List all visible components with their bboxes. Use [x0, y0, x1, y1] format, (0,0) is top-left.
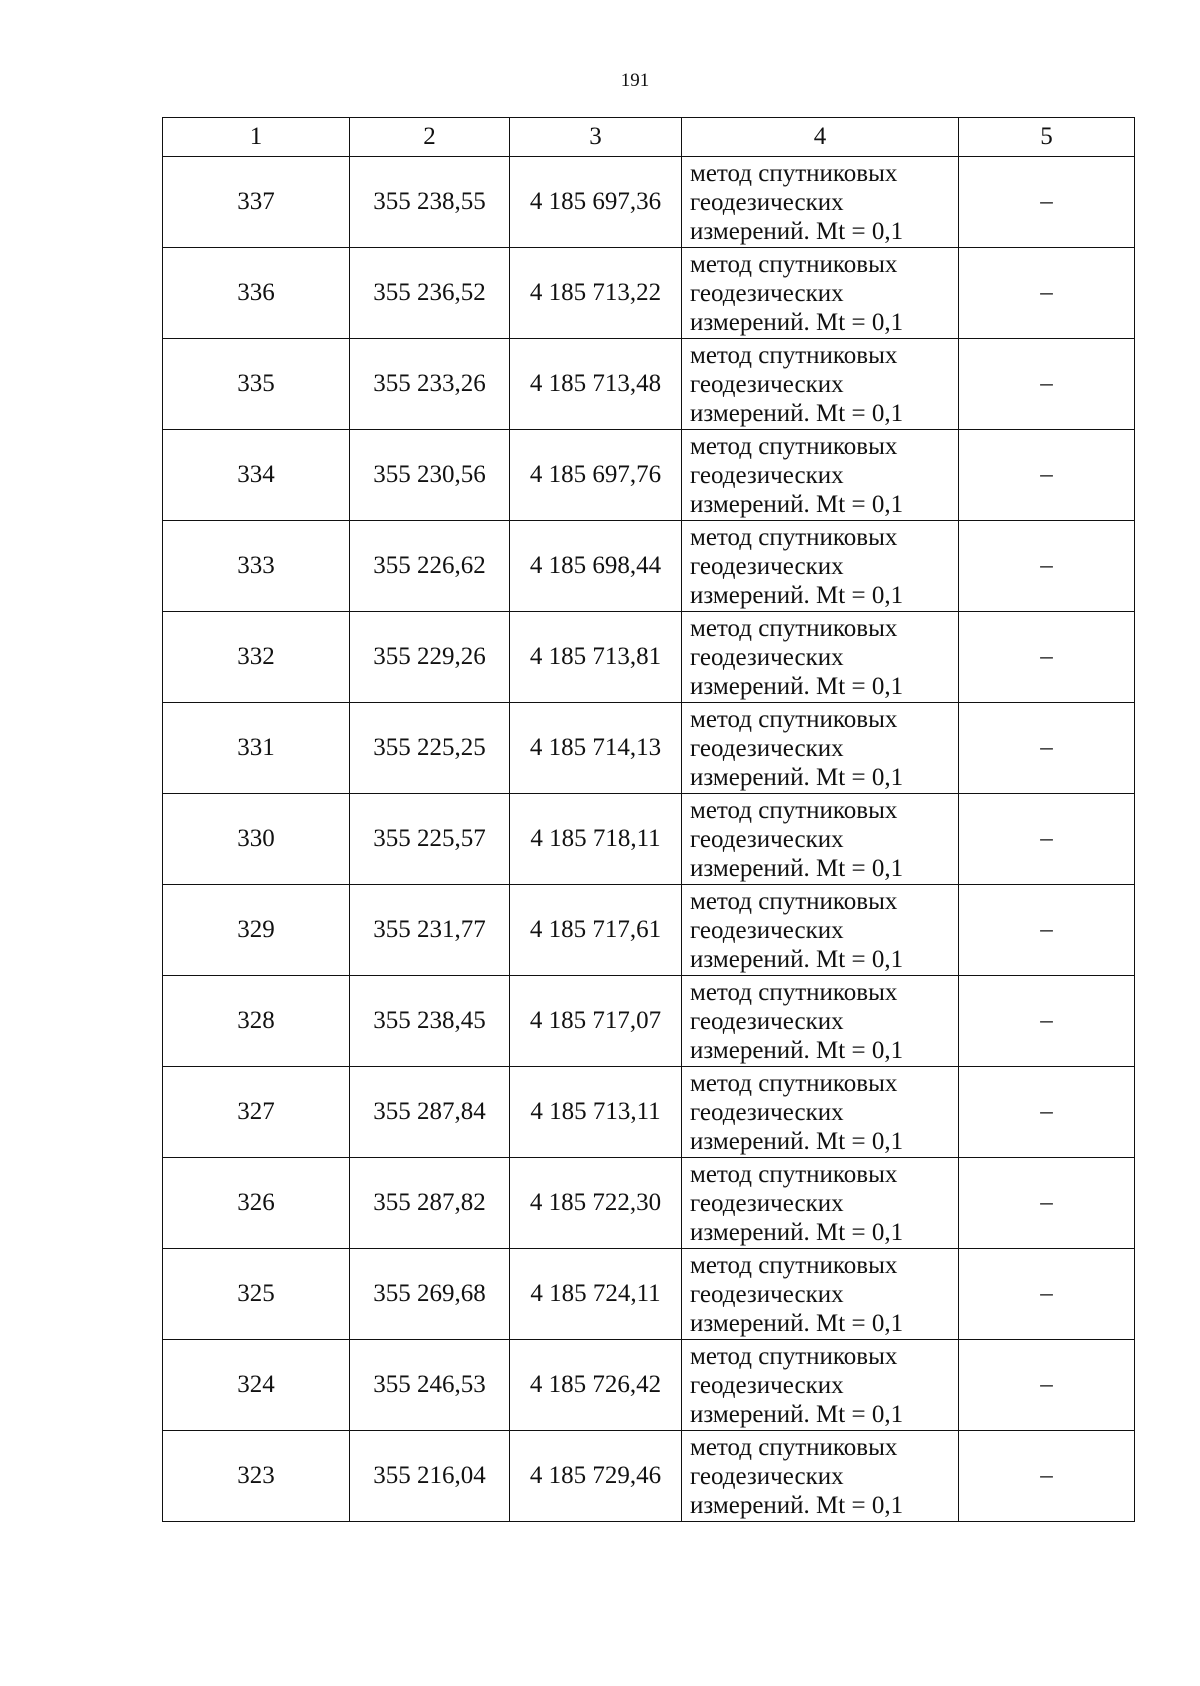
method-line: геодезических — [690, 734, 844, 762]
x-coordinate-cell: 355 216,04 — [350, 1431, 510, 1522]
table-row — [163, 339, 1135, 430]
method-line: метод спутниковых — [690, 1433, 898, 1461]
x-coordinate-cell: 355 233,26 — [350, 339, 510, 430]
note-cell: – — [959, 612, 1135, 703]
table-row — [163, 1431, 1135, 1522]
point-number-cell: 331 — [163, 703, 350, 794]
note-cell: – — [959, 521, 1135, 612]
method-line: геодезических — [690, 643, 844, 671]
header-cell-4: 4 — [682, 118, 959, 157]
method-line: геодезических — [690, 1189, 844, 1217]
point-number-cell: 327 — [163, 1067, 350, 1158]
method-line: метод спутниковых — [690, 250, 898, 278]
method-cell — [682, 612, 959, 703]
method-line: геодезических — [690, 1280, 844, 1308]
y-coordinate-cell: 4 185 713,81 — [510, 612, 682, 703]
method-cell — [682, 1249, 959, 1340]
table-row — [163, 521, 1135, 612]
note-cell: – — [959, 1067, 1135, 1158]
x-coordinate-cell: 355 230,56 — [350, 430, 510, 521]
method-line: измерений. Mt = 0,1 — [690, 581, 904, 609]
method-cell — [682, 339, 959, 430]
note-cell: – — [959, 248, 1135, 339]
method-cell — [682, 430, 959, 521]
x-coordinate-cell: 355 225,25 — [350, 703, 510, 794]
method-line: геодезических — [690, 825, 844, 853]
note-cell: – — [959, 430, 1135, 521]
x-coordinate-cell: 355 287,82 — [350, 1158, 510, 1249]
table-row — [163, 885, 1135, 976]
note-cell: – — [959, 703, 1135, 794]
y-coordinate-cell: 4 185 724,11 — [510, 1249, 682, 1340]
note-cell: – — [959, 1431, 1135, 1522]
note-cell: – — [959, 1340, 1135, 1431]
method-line: метод спутниковых — [690, 796, 898, 824]
point-number-cell: 334 — [163, 430, 350, 521]
x-coordinate-cell: 355 225,57 — [350, 794, 510, 885]
method-line: метод спутниковых — [690, 1069, 898, 1097]
point-number-cell: 323 — [163, 1431, 350, 1522]
method-cell — [682, 157, 959, 248]
point-number-cell: 325 — [163, 1249, 350, 1340]
method-cell — [682, 1158, 959, 1249]
method-line: измерений. Mt = 0,1 — [690, 1491, 904, 1519]
method-cell — [682, 794, 959, 885]
method-line: измерений. Mt = 0,1 — [690, 217, 904, 245]
table-row — [163, 430, 1135, 521]
point-number-cell: 326 — [163, 1158, 350, 1249]
y-coordinate-cell: 4 185 714,13 — [510, 703, 682, 794]
page-number: 191 — [620, 70, 650, 91]
note-cell: – — [959, 339, 1135, 430]
y-coordinate-cell: 4 185 726,42 — [510, 1340, 682, 1431]
table-row — [163, 1249, 1135, 1340]
x-coordinate-cell: 355 231,77 — [350, 885, 510, 976]
table-row — [163, 794, 1135, 885]
method-line: измерений. Mt = 0,1 — [690, 490, 904, 518]
method-line: метод спутниковых — [690, 705, 898, 733]
point-number-cell: 335 — [163, 339, 350, 430]
point-number-cell: 332 — [163, 612, 350, 703]
method-line: метод спутниковых — [690, 523, 898, 551]
y-coordinate-cell: 4 185 713,11 — [510, 1067, 682, 1158]
table-body — [163, 157, 1135, 1522]
y-coordinate-cell: 4 185 718,11 — [510, 794, 682, 885]
method-line: измерений. Mt = 0,1 — [690, 1400, 904, 1428]
x-coordinate-cell: 355 238,45 — [350, 976, 510, 1067]
table-row — [163, 703, 1135, 794]
header-cell-5: 5 — [959, 118, 1135, 157]
method-cell — [682, 521, 959, 612]
point-number-cell: 333 — [163, 521, 350, 612]
method-line: измерений. Mt = 0,1 — [690, 308, 904, 336]
method-line: геодезических — [690, 552, 844, 580]
x-coordinate-cell: 355 269,68 — [350, 1249, 510, 1340]
method-line: измерений. Mt = 0,1 — [690, 854, 904, 882]
method-line: метод спутниковых — [690, 1251, 898, 1279]
note-cell: – — [959, 1158, 1135, 1249]
point-number-cell: 336 — [163, 248, 350, 339]
method-line: измерений. Mt = 0,1 — [690, 763, 904, 791]
method-line: измерений. Mt = 0,1 — [690, 945, 904, 973]
note-cell: – — [959, 1249, 1135, 1340]
method-line: геодезических — [690, 1371, 844, 1399]
method-line: метод спутниковых — [690, 1160, 898, 1188]
method-line: геодезических — [690, 279, 844, 307]
header-cell-2: 2 — [350, 118, 510, 157]
method-line: геодезических — [690, 1462, 844, 1490]
note-cell: – — [959, 885, 1135, 976]
method-cell — [682, 248, 959, 339]
method-line: измерений. Mt = 0,1 — [690, 1127, 904, 1155]
note-cell: – — [959, 157, 1135, 248]
method-line: геодезических — [690, 461, 844, 489]
header-cell-3: 3 — [510, 118, 682, 157]
method-line: метод спутниковых — [690, 978, 898, 1006]
point-number-cell: 328 — [163, 976, 350, 1067]
method-line: измерений. Mt = 0,1 — [690, 672, 904, 700]
table-row — [163, 1340, 1135, 1431]
point-number-cell: 337 — [163, 157, 350, 248]
method-line: метод спутниковых — [690, 341, 898, 369]
method-cell — [682, 703, 959, 794]
note-cell: – — [959, 976, 1135, 1067]
y-coordinate-cell: 4 185 713,48 — [510, 339, 682, 430]
method-cell — [682, 1431, 959, 1522]
method-line: метод спутниковых — [690, 432, 898, 460]
method-line: измерений. Mt = 0,1 — [690, 1036, 904, 1064]
y-coordinate-cell: 4 185 717,61 — [510, 885, 682, 976]
header-row — [163, 118, 1135, 157]
method-cell — [682, 976, 959, 1067]
point-number-cell: 330 — [163, 794, 350, 885]
x-coordinate-cell: 355 246,53 — [350, 1340, 510, 1431]
header-cell-1: 1 — [163, 118, 350, 157]
y-coordinate-cell: 4 185 717,07 — [510, 976, 682, 1067]
x-coordinate-cell: 355 229,26 — [350, 612, 510, 703]
method-line: геодезических — [690, 370, 844, 398]
x-coordinate-cell: 355 226,62 — [350, 521, 510, 612]
method-cell — [682, 885, 959, 976]
y-coordinate-cell: 4 185 722,30 — [510, 1158, 682, 1249]
y-coordinate-cell: 4 185 729,46 — [510, 1431, 682, 1522]
method-line: измерений. Mt = 0,1 — [690, 1309, 904, 1337]
method-line: измерений. Mt = 0,1 — [690, 399, 904, 427]
x-coordinate-cell: 355 287,84 — [350, 1067, 510, 1158]
table-row — [163, 976, 1135, 1067]
method-line: геодезических — [690, 1007, 844, 1035]
method-line: метод спутниковых — [690, 159, 898, 187]
method-cell — [682, 1067, 959, 1158]
method-cell — [682, 1340, 959, 1431]
table-row — [163, 157, 1135, 248]
y-coordinate-cell: 4 185 713,22 — [510, 248, 682, 339]
x-coordinate-cell: 355 236,52 — [350, 248, 510, 339]
method-line: метод спутниковых — [690, 614, 898, 642]
y-coordinate-cell: 4 185 697,36 — [510, 157, 682, 248]
y-coordinate-cell: 4 185 697,76 — [510, 430, 682, 521]
method-line: геодезических — [690, 1098, 844, 1126]
note-cell: – — [959, 794, 1135, 885]
table-row — [163, 1158, 1135, 1249]
coordinates-table — [162, 117, 1135, 1522]
point-number-cell: 329 — [163, 885, 350, 976]
method-line: метод спутниковых — [690, 1342, 898, 1370]
point-number-cell: 324 — [163, 1340, 350, 1431]
table-row — [163, 1067, 1135, 1158]
method-line: измерений. Mt = 0,1 — [690, 1218, 904, 1246]
method-line: геодезических — [690, 188, 844, 216]
table-row — [163, 248, 1135, 339]
table-row — [163, 612, 1135, 703]
method-line: геодезических — [690, 916, 844, 944]
x-coordinate-cell: 355 238,55 — [350, 157, 510, 248]
y-coordinate-cell: 4 185 698,44 — [510, 521, 682, 612]
method-line: метод спутниковых — [690, 887, 898, 915]
